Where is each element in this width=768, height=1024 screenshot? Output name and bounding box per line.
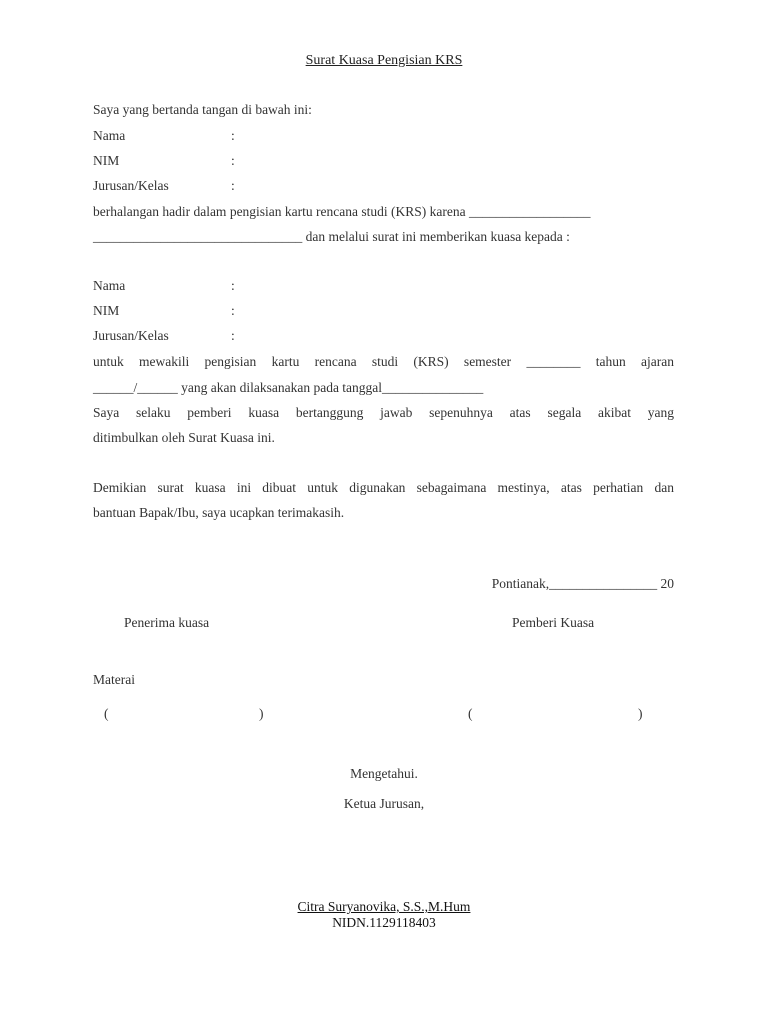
signatory-nidn: NIDN.1129118403: [332, 915, 436, 930]
field-colon: :: [231, 303, 235, 318]
document-title: Surat Kuasa Pengisian KRS: [305, 53, 463, 68]
signature-paren-open: (: [104, 706, 109, 721]
field-label-nim: NIM: [93, 153, 120, 168]
paragraph-responsibility-line1: Saya selaku pemberi kuasa bertanggung jawab sepenuhnya atas segala akibat yang: [93, 405, 674, 420]
department-head-label: Ketua Jurusan,: [343, 796, 425, 811]
field-colon: :: [231, 328, 235, 343]
paragraph-closing-line2: bantuan Bapak/Ibu, saya ucapkan terimakasih.: [93, 505, 345, 520]
intro-text: Saya yang bertanda tangan di bawah ini:: [93, 102, 312, 117]
field-colon: :: [231, 278, 235, 293]
signature-paren-open: (: [468, 706, 473, 721]
paragraph-reason-line2: _______________________________ dan melalui surat ini memberikan kuasa kepada :: [93, 229, 570, 244]
field-label-nim: NIM: [93, 303, 120, 318]
signature-paren-close: ): [638, 706, 643, 721]
paragraph-responsibility-line2: ditimbulkan oleh Surat Kuasa ini.: [93, 430, 275, 445]
signatory-name: Citra Suryanovika, S.S.,M.Hum: [297, 899, 471, 914]
field-label-jurusan: Jurusan/Kelas: [93, 178, 169, 193]
recipient-label: Penerima kuasa: [124, 615, 210, 630]
grantor-label: Pemberi Kuasa: [512, 615, 595, 630]
field-label-jurusan: Jurusan/Kelas: [93, 328, 169, 343]
field-label-nama: Nama: [93, 128, 126, 143]
field-colon: :: [231, 128, 235, 143]
place-date: Pontianak,________________ 20: [491, 576, 674, 591]
stamp-label: Materai: [93, 672, 135, 687]
field-label-nama: Nama: [93, 278, 126, 293]
acknowledged-label: Mengetahui.: [350, 766, 418, 781]
paragraph-closing-line1: Demikian surat kuasa ini dibuat untuk digunakan sebagaimana mestinya, atas perhatian dan: [93, 480, 674, 495]
paragraph-reason-line1: berhalangan hadir dalam pengisian kartu rencana studi (KRS) karena __________________: [93, 204, 591, 219]
field-colon: :: [231, 178, 235, 193]
paragraph-semester-line2: ______/______ yang akan dilaksanakan pada tanggal_______________: [93, 380, 484, 395]
paragraph-semester-line1: untuk mewakili pengisian kartu rencana studi (KRS) semester ________ tahun ajaran: [93, 354, 674, 369]
field-colon: :: [231, 153, 235, 168]
signature-paren-close: ): [259, 706, 264, 721]
